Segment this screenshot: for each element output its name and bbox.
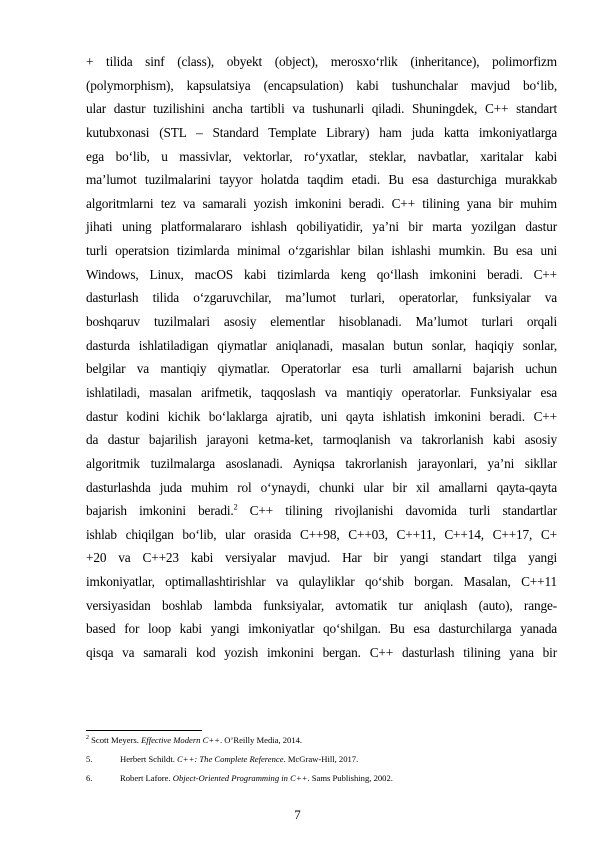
text-line: dasturlashda juda muhim rol o‘ynaydi, chunki ular bir xil amallarni qayta-qayta: [86, 479, 557, 495]
footnote-reference[interactable]: 2: [233, 502, 238, 512]
text-line: algoritmik tuzilmalarga asoslanadi. Ayniqsa takrorlanish jarayonlari, ya’ni sikllar: [86, 455, 557, 471]
text-line: dastur kodini kichik bo‘laklarga ajratib, uni qayta ishlatish imkonini beradi. C++: [86, 408, 557, 424]
footnote-6: [86, 773, 557, 792]
footnote-title: Effective Modern C++: [141, 735, 220, 745]
page-number: 7: [294, 807, 301, 822]
text-line: (polymorphism), kapsulatsiya (encapsulation) kabi tushunchalar mavjud bo‘lib,: [86, 77, 557, 93]
text-line: turli operatsion tizimlarda minimal o‘zgarishlar bilan ishlashi mumkin. Bu esa uni: [86, 243, 557, 259]
footnotes: [86, 735, 557, 792]
text-line: ega bo‘lib, u massivlar, vektorlar, ro‘yxatlar, steklar, navbatlar, xaritalar kabi: [86, 148, 557, 164]
text-line: kutubxonasi (STL – Standard Template Library) ham juda katta imkoniyatlarga: [86, 124, 557, 140]
footnote-author: Herbert Schildt.: [120, 754, 175, 764]
footnote-number: 5.: [86, 754, 93, 764]
text-line: ma’lumot tuzilmalarini tayyor holatda taqdim etadi. Bu esa dasturchiga murakkab: [86, 172, 557, 188]
footnote-2: [86, 735, 557, 754]
footnote-title: C++: The Complete Reference: [177, 754, 284, 764]
body-text: [86, 50, 557, 665]
text-line: jihati uning platformalararo ishlash qobiliyatidir, ya’ni bir marta yozilgan dastur: [86, 219, 557, 235]
text-line: belgilar va mantiqiy qiymatlar. Operatorlar esa turli amallarni bajarish uchun: [86, 361, 557, 377]
footnote-separator: [86, 730, 202, 731]
text-line: da dastur bajarilish jarayoni ketma-ket, tarmoqlanish va takrorlanish kabi asosiy: [86, 432, 557, 448]
footnote-publisher: . O’Reilly Media, 2014.: [219, 735, 303, 745]
text-line: [86, 499, 557, 523]
text-line: + tilida sinf (class), obyekt (object), merosxo‘rlik (inheritance), polimorfizm: [86, 54, 557, 69]
text-line: +20 va C++23 kabi versiyalar mavjud. Har bir yangi standart tilga yangi: [86, 550, 557, 566]
footnote-publisher: . McGraw-Hill, 2017.: [283, 754, 359, 764]
text-line: boshqaruv tuzilmalari asosiy elementlar hisoblanadi. Ma’lumot turlari orqali: [86, 314, 557, 330]
text-line: ishlab chiqilgan bo‘lib, ular orasida C++98, C++03, C++11, C++14, C++17, C+: [86, 526, 557, 542]
text-line: dasturlash tilida o‘zgaruvchilar, ma’lumot turlari, operatorlar, funksiyalar va: [86, 290, 557, 306]
text-segment: bajarish imkonini beradi.: [86, 503, 234, 519]
footnote-title: Object-Oriented Programming in C++: [172, 773, 308, 783]
text-line: imkoniyatlar, optimallashtirishlar va qulayliklar qo‘shib borgan. Masalan, C++11: [86, 574, 557, 590]
footnote-5: [86, 754, 557, 773]
text-segment: C++ tilining rivojlanishi davomida turli standartlar: [237, 503, 557, 519]
text-line: ishlatiladi, masalan arifmetik, taqqoslash va mantiqiy operatorlar. Funksiyalar esa: [86, 384, 557, 400]
footnote-number: 6.: [86, 773, 93, 783]
text-line: ular dastur tuzilishini ancha tartibli va tushunarli qiladi. Shuningdek, C++ standart: [86, 101, 557, 117]
text-line: algoritmlarni tez va samarali yozish imkonini beradi. C++ tilining yana bir muhim: [86, 195, 557, 211]
text-line: qisqa va samarali kod yozish imkonini bergan. C++ dasturlash tilining yana bir: [86, 645, 557, 661]
footnote-marker: 2: [86, 735, 89, 742]
text-line: Windows, Linux, macOS kabi tizimlarda keng qo‘llash imkonini beradi. C++: [86, 266, 557, 282]
text-line: based for loop kabi yangi imkoniyatlar qo‘shilgan. Bu esa dasturchilarga yanada: [86, 621, 557, 637]
footnote-author: Robert Lafore.: [120, 773, 171, 783]
footnote-author: Scott Meyers.: [91, 735, 139, 745]
text-line: versiyasidan boshlab lambda funksiyalar, avtomatik tur aniqlash (auto), range-: [86, 597, 557, 613]
footnote-publisher: . Sams Publishing, 2002.: [307, 773, 393, 783]
text-line: dasturda ishlatiladigan qiymatlar aniqlanadi, masalan butun sonlar, haqiqiy sonlar,: [86, 337, 557, 353]
